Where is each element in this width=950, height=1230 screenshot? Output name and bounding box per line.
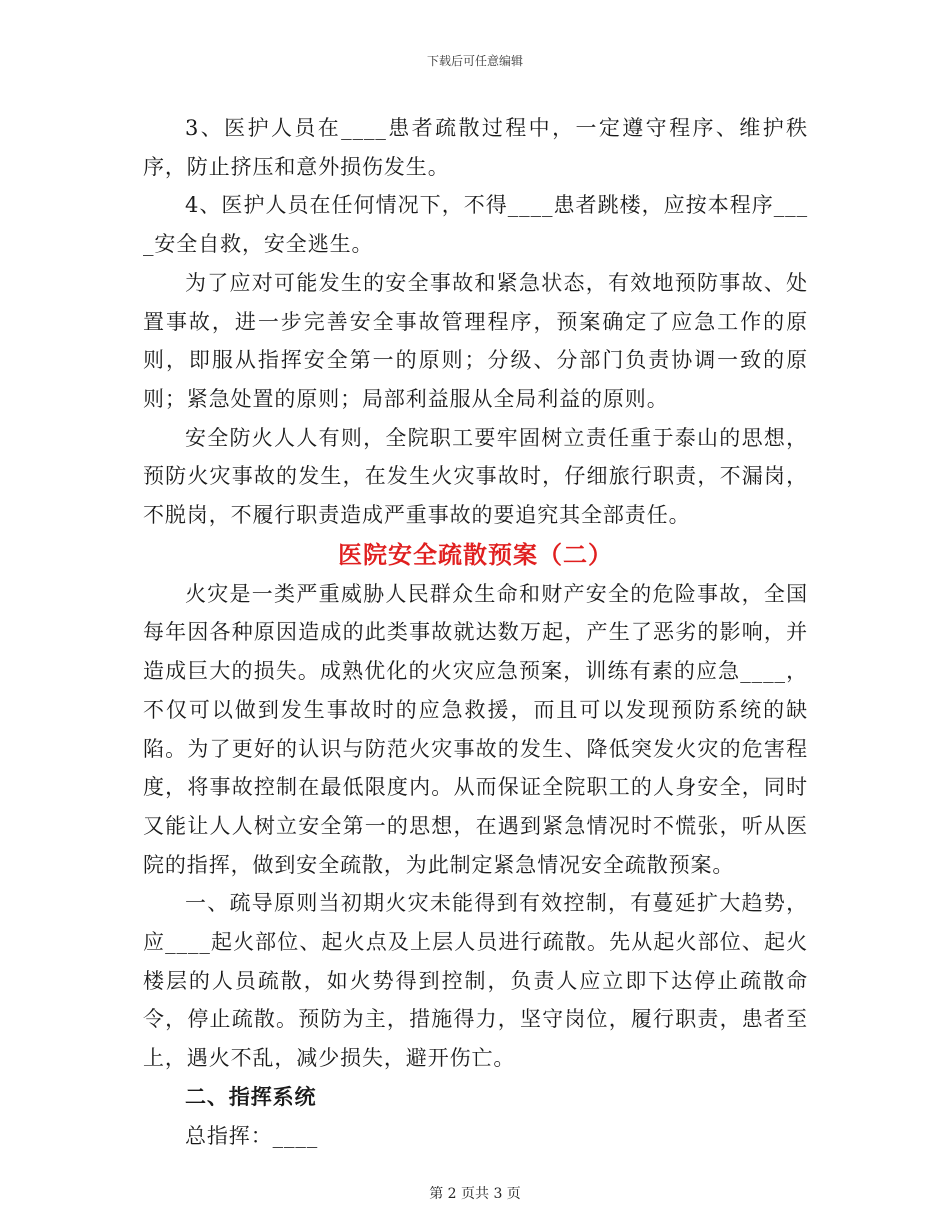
paragraph-emergency-principles: 为了应对可能发生的安全事故和紧急状态，有效地预防事故、处置事故，进一步完善安全事故管理程序，预案确定了应急工作的原则，即服从指挥安全第一的原则；分级、分部门负责协调一致的原则；紧急处置的原则；局部利益服从全局利益的原则。: [143, 270, 808, 411]
paragraph-fire-responsibility: 安全防火人人有则，全院职工要牢固树立责任重于泰山的思想，预防火灾事故的发生，在发生火灾事故时，仔细旅行职责，不漏岗，不脱岗，不履行职责造成严重事故的要追究其全部责任。: [143, 425, 808, 528]
paragraph-item-3: 3、医护人员在____患者疏散过程中，一定遵守程序、维护秩序，防止挤压和意外损伤发生。: [143, 116, 808, 179]
commander-line: 总指挥：____: [185, 1123, 319, 1148]
paragraph-item-4: 4、医护人员在任何情况下，不得____患者跳楼，应按本程序____安全自救，安全逃生。: [143, 193, 808, 257]
heading-command-system: 二、指挥系统: [185, 1083, 317, 1109]
page-header: 下载后可任意编辑: [426, 54, 523, 68]
document-body: [143, 109, 808, 1155]
section-title: 医院安全疏散预案（二）: [338, 539, 613, 569]
page-footer: 第 2 页共 3 页: [429, 1186, 521, 1202]
paragraph-fire-intro: 火灾是一类严重威胁人民群众生命和财产安全的危险事故，全国每年因各种原因造成的此类事故就达数万起，产生了恶劣的影响，并造成巨大的损失。成熟优化的火灾应急预案，训练有素的应急____，不仅可以做到发生事故时的应急救援，而且可以发现预防系统的缺陷。为了更好的认识与防范火灾事故的发生、降低突发火灾的危害程度，将事故控制在最低限度内。从而保证全院职工的人身安全，同时又能让人人树立安全第一的思想，在遇到紧急情况时不慌张，听从医院的指挥，做到安全疏散，为此制定紧急情况安全疏散预案。: [143, 581, 808, 877]
paragraph-evacuation-principle: 一、疏导原则当初期火灾未能得到有效控制，有蔓延扩大趋势，应____起火部位、起火点及上层人员进行疏散。先从起火部位、起火楼层的人员疏散，如火势得到控制，负责人应立即下达停止疏散命令，停止疏散。预防为主，措施得力，坚守岗位，履行职责，患者至上，遇火不乱，减少损失，避开伤亡。: [143, 891, 808, 1071]
